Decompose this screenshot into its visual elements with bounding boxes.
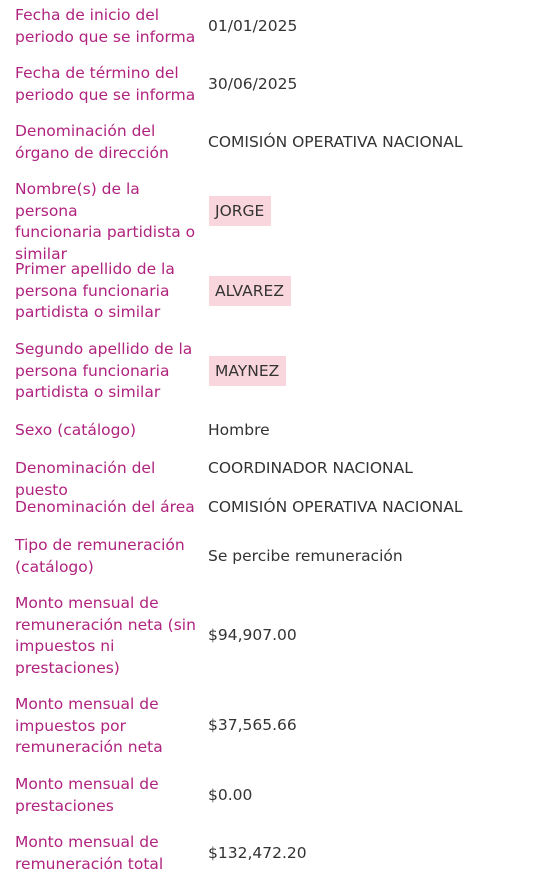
field-value-highlighted: MAYNEZ — [209, 356, 286, 386]
field-value: $94,907.00 — [208, 626, 297, 644]
field-row-area — [0, 497, 556, 519]
field-value: COORDINADOR NACIONAL — [208, 459, 413, 477]
field-row-prestaciones — [0, 774, 556, 818]
field-row-puesto — [0, 458, 556, 499]
field-value: $0.00 — [208, 786, 253, 804]
field-row-segundo-apellido — [0, 339, 556, 405]
field-row-remuneracion-neta — [0, 593, 556, 681]
field-value: $37,565.66 — [208, 716, 297, 734]
field-value: Se percibe remuneración — [208, 547, 403, 565]
field-value: 01/01/2025 — [208, 17, 298, 35]
field-row-tipo-remuneracion — [0, 535, 556, 579]
field-value: Hombre — [208, 421, 270, 439]
field-label: Tipo de remuneración (catálogo) — [15, 536, 185, 576]
field-row-organo-direccion — [0, 121, 556, 165]
field-label: Primer apellido de la persona funcionaria partidista o similar — [15, 260, 175, 321]
field-row-primer-apellido — [0, 259, 556, 325]
field-label: Nombre(s) de la persona funcionaria partidista o similar — [15, 180, 196, 263]
field-label: Monto mensual de remuneración total — [15, 833, 164, 873]
field-row-sexo — [0, 420, 556, 442]
field-label: Sexo (catálogo) — [15, 421, 137, 439]
field-row-fecha-inicio — [0, 5, 556, 49]
field-value: COMISIÓN OPERATIVA NACIONAL — [208, 498, 463, 516]
field-label: Denominación del órgano de dirección — [15, 122, 169, 162]
field-value-highlighted: JORGE — [209, 196, 271, 226]
field-label: Denominación del puesto — [15, 459, 156, 499]
field-value: $132,472.20 — [208, 844, 307, 862]
field-label: Fecha de término del periodo que se informa — [15, 64, 196, 104]
field-row-impuestos — [0, 694, 556, 760]
field-label: Monto mensual de remuneración neta (sin impuestos ni prestaciones) — [15, 594, 196, 677]
field-row-nombre — [0, 179, 556, 263]
field-value-highlighted: ALVAREZ — [209, 276, 291, 306]
field-label: Monto mensual de prestaciones — [15, 775, 159, 815]
field-row-fecha-termino — [0, 63, 556, 107]
field-value: 30/06/2025 — [208, 75, 298, 93]
field-row-remuneracion-total — [0, 832, 556, 876]
field-value: COMISIÓN OPERATIVA NACIONAL — [208, 133, 463, 151]
field-label: Monto mensual de impuestos por remuneración neta — [15, 695, 163, 756]
field-label: Segundo apellido de la persona funcionaria partidista o similar — [15, 340, 193, 401]
field-label: Denominación del área — [15, 498, 195, 516]
field-label: Fecha de inicio del periodo que se informa — [15, 6, 196, 46]
